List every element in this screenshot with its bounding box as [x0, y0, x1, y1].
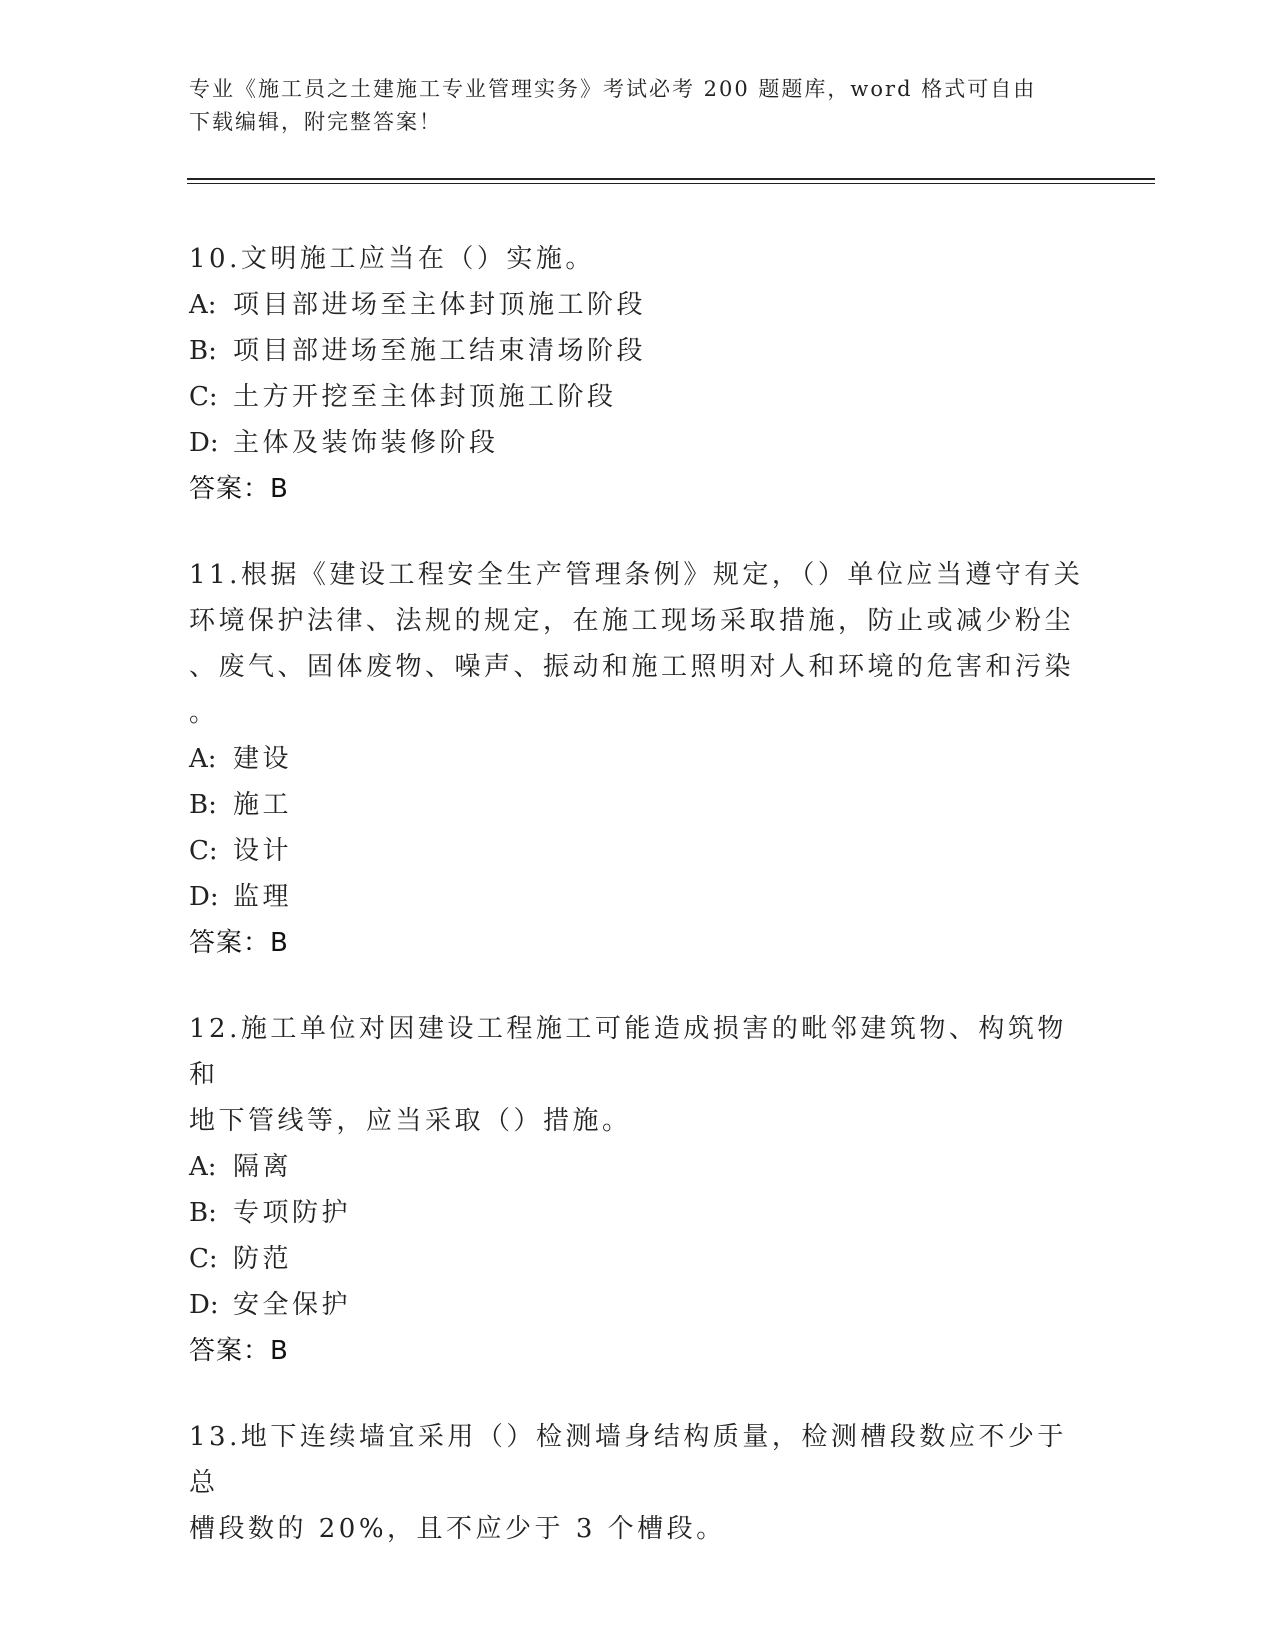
option-text: 专项防护: [233, 1198, 352, 1228]
option-d: [189, 874, 1089, 920]
option-text: 建设: [233, 744, 293, 774]
question-text: 10.文明施工应当在（）实施。: [189, 244, 595, 274]
option-text: 防范: [233, 1244, 293, 1274]
question-text-line: 、废气、固体废物、噪声、振动和施工照明对人和环境的危害和污染: [189, 652, 1075, 682]
option-c: [189, 374, 1089, 420]
header-line-1: 专业《施工员之土建施工专业管理实务》考试必考 200 题题库，word 格式可自由: [189, 77, 1037, 101]
header-divider-thin: [187, 183, 1155, 184]
question-text-line: 环境保护法律、法规的规定，在施工现场采取措施，防止或减少粉尘: [189, 606, 1075, 636]
option-letter: D:: [189, 1290, 219, 1320]
option-a: [189, 282, 1089, 328]
question-text-line: 槽段数的 20%，且不应少于 3 个槽段。: [189, 1514, 726, 1544]
question-10: [189, 236, 1089, 512]
option-letter: C:: [189, 382, 218, 412]
question-text-line: 12.施工单位对因建设工程施工可能造成损害的毗邻建筑物、构筑物和: [189, 1014, 1067, 1090]
option-d: [189, 420, 1089, 466]
answer-label: 答案：B: [189, 928, 289, 958]
answer-label: 答案：B: [189, 474, 289, 504]
question-text-line: 13.地下连续墙宜采用（）检测墙身结构质量，检测槽段数应不少于总: [189, 1422, 1067, 1498]
question-list: [189, 236, 1089, 1592]
option-letter: B:: [189, 336, 217, 366]
option-b: [189, 328, 1089, 374]
question-text-line: 地下管线等，应当采取（）措施。: [189, 1106, 632, 1136]
question-12: [189, 1006, 1089, 1374]
option-a: [189, 1144, 1089, 1190]
option-letter: C:: [189, 1244, 218, 1274]
option-text: 设计: [233, 836, 293, 866]
option-letter: D:: [189, 882, 219, 912]
option-letter: B:: [189, 1198, 217, 1228]
question-text-line: 11.根据《建设工程安全生产管理条例》规定，（）单位应当遵守有关: [189, 560, 1084, 590]
option-text: 安全保护: [233, 1290, 352, 1320]
option-letter: A:: [189, 1152, 217, 1182]
header-divider-thick: [187, 178, 1155, 180]
option-text: 项目部进场至主体封顶施工阶段: [233, 290, 647, 320]
question-text-line: 。: [189, 698, 219, 728]
header-line-2: 下载编辑，附完整答案！: [189, 110, 442, 134]
option-b: [189, 1190, 1089, 1236]
option-letter: A:: [189, 744, 217, 774]
option-text: 土方开挖至主体封顶施工阶段: [233, 382, 617, 412]
option-b: [189, 782, 1089, 828]
document-header: [189, 73, 1069, 139]
option-letter: B:: [189, 790, 217, 820]
option-letter: C:: [189, 836, 218, 866]
option-letter: D:: [189, 428, 219, 458]
option-text: 施工: [233, 790, 293, 820]
option-text: 主体及装饰装修阶段: [233, 428, 499, 458]
option-text: 监理: [233, 882, 293, 912]
option-c: [189, 828, 1089, 874]
question-11: [189, 552, 1089, 966]
question-13: [189, 1414, 1089, 1552]
answer-label: 答案：B: [189, 1336, 289, 1366]
option-text: 项目部进场至施工结束清场阶段: [233, 336, 647, 366]
option-d: [189, 1282, 1089, 1328]
option-letter: A:: [189, 290, 217, 320]
option-a: [189, 736, 1089, 782]
option-text: 隔离: [233, 1152, 293, 1182]
option-c: [189, 1236, 1089, 1282]
